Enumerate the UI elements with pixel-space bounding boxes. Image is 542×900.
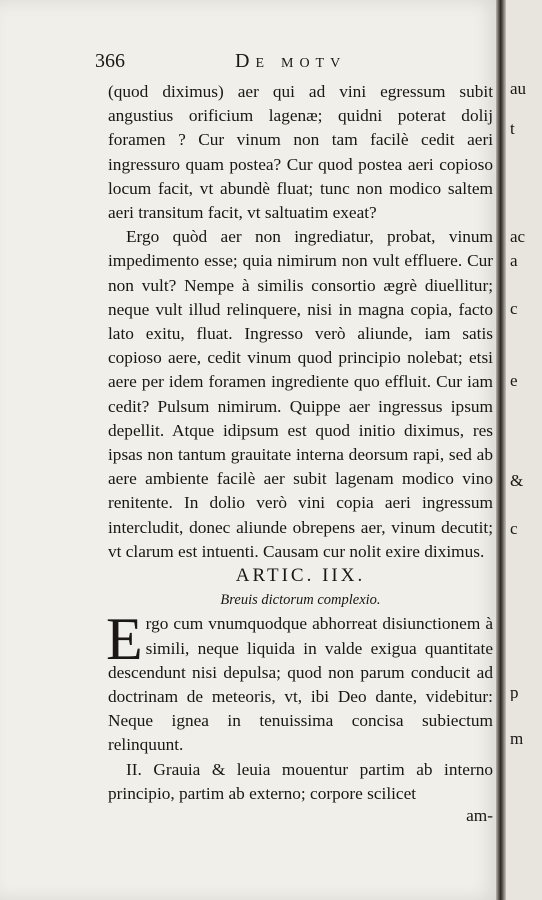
right-page-fragment: t	[510, 120, 515, 137]
right-page-fragment: c	[510, 520, 518, 537]
page-header	[95, 50, 490, 76]
paragraph: II. Grauia & leuia mouentur partim ab interno principio, partim ab externo; corpore scilicet	[108, 759, 493, 803]
right-page-fragment: ac	[510, 228, 526, 245]
right-page-fragment: a	[510, 252, 518, 269]
right-page-fragment: p	[510, 684, 519, 701]
paragraph: (quod diximus) aer qui ad vini egressum subit angustius orificium lagenæ; quidni poterat dolij foramen ? Cur vinum non tam facilè cedit aeri ingressuro quam postea? Cur quod postea aeri copioso locum facit, vt abundè fluat; tunc non modico saltem aeri transitum facit, vt saltuatim exeat?	[108, 82, 493, 223]
right-page-fragment: m	[510, 730, 524, 747]
right-page-fragment: au	[510, 80, 527, 97]
article-title: ARTIC. IIX.	[235, 565, 366, 587]
drop-cap: E	[106, 606, 143, 673]
page-number: 366	[95, 50, 125, 72]
paragraph-text: rgo cum vnumquodque abhorreat disiunctionem à simili, neque liquida in valde exigua quantitate descendunt nisi depulsa; quod non parum conducit ad doctrinam de meteoris, vt, ibi Deo dante, videbitur: Neque ignea in tenuissima concisa subiectum relinquunt.	[108, 614, 493, 755]
right-page-fragment: e	[510, 372, 518, 389]
paragraph	[106, 606, 493, 757]
article-subtitle: Breuis dictorum complexio.	[220, 592, 381, 609]
running-head: De motv	[235, 50, 347, 72]
book-gutter	[496, 0, 506, 900]
right-page-fragment: &	[510, 472, 524, 489]
right-page-fragment: c	[510, 300, 518, 317]
paragraph: Ergo quòd aer non ingrediatur, probat, vinum impedimento esse; quia nimirum non vult effluere. Cur non vult? Nempe à similis consortio ægrè diuellitur; neque vult illud relinquere, nisi in magna copia, facto lato exitu, fluat. Ingresso verò aliunde, iam satis copioso aere, cedit vinum quod principio nolebat; etsi aere per idem foramen ingrediente quo effluit. Cur iam cedit? Pulsum nimirum. Quippe aer ingressus ipsum depellit. Atque idipsum est quod initio diximus, res ipsas non tantum grauitate interna deorsum rapi, sed ab aere ambiente facilè aer subit lagenam modico vino renitente. In dolio verò vini copia aeri ingressum intercludit, donec aliunde obrepens aer, vinum decutit; vt clarum est intuenti. Causam cur nolit exire diximus.	[108, 227, 493, 561]
body-text	[108, 80, 493, 826]
catchword: am-	[466, 806, 493, 826]
